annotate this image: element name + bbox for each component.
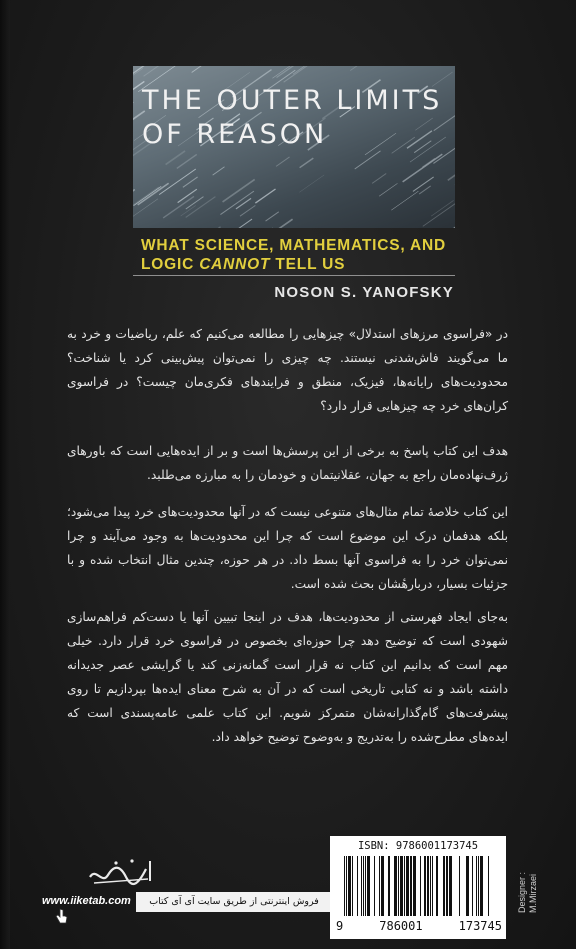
book-title (142, 84, 442, 152)
blurb-paragraph: این کتاب خلاصهٔ تمام مثال‌های متنوعی نیست که در آنها محدودیت‌های خرد پیدا می‌شود؛ بلکه هدفمان درک این موضوع است که چرا این محدودیت‌ها به وجود می‌آیند و چرا نمی‌توان خرد را به فراسوی آنها بسط داد. در هر حوزه، چندین مثال انتخاب شده و با جزئیات بسیار، دربارهٔشان بحث شده است. (67, 505, 508, 591)
title-line-2: OF REASON (142, 119, 328, 150)
designer-name: M.Mirzaei (528, 873, 538, 913)
online-sale-banner: فروش اینترنتی از طریق سایت آی آی کتاب (136, 892, 332, 912)
blurb-paragraph: به‌جای ایجاد فهرستی از محدودیت‌ها، هدف در اینجا تبیین آنها یا دست‌کم فراهم‌سازی شهودی است که توضیح دهد چرا حوزه‌ای بخصوص در فراسوی خرد قرار دارد. خیلی مهم است که بدانیم این کتاب نه قرار است گمانه‌زنی کند یا گرایشی عصر جدیدانه داشته باشد و نه کتابی تاریخی است که در آن به شرح معنای ایده‌ها بپردازیم تا روی پیشرفت‌های گام‌گذارانه‌شان متمرکز شویم. این کتاب علمی عامه‌پسندی است که ایده‌های مطرح‌شده را به‌تدریج و به‌وضوح توضیح خواهد داد. (67, 610, 508, 744)
blurb-paragraph: هدف این کتاب پاسخ به برخی از این پرسش‌ها است و بر از ایده‌هایی است که باورهای ژرف‌نهاده‌مان راجع به جهان، عقلانیتمان و خودمان را به مبارزه می‌طلبد. (67, 444, 508, 482)
barcode-digit-group: 173745 (458, 919, 502, 933)
barcode-digit-group: 786001 (379, 919, 423, 933)
divider (133, 275, 455, 276)
blurb-paragraph: در «فراسوی مرزهای استدلال» چیزهایی را مطالعه می‌کنیم که علم، ریاضیات و خرد به ما می‌گویند فاش‌شدنی نیستند. چه چیزی را نمی‌توان پیش‌بینی کرد یا شناخت؟ محدودیت‌های رایانه‌ها، فیزیک، منطق و فرایندهای فکری‌مان چیست؟ در فراسوی کران‌های خرد چه چیزهایی قرار دارد؟ (67, 327, 508, 413)
barcode-panel (330, 836, 506, 939)
publisher-logo (86, 855, 156, 891)
subtitle-line-1: WHAT SCIENCE, MATHEMATICS, AND (141, 237, 446, 254)
title-line-1: THE OUTER LIMITS (142, 85, 443, 116)
website-row (42, 892, 332, 914)
barcode-digit-group: 9 (336, 919, 344, 933)
subtitle-part: LOGIC (141, 256, 200, 273)
subtitle-line-2 (141, 255, 446, 274)
book-subtitle (141, 236, 446, 274)
author-name: NOSON S. YANOFSKY (274, 284, 454, 301)
spine-edge (0, 0, 10, 949)
barcode-number (336, 919, 502, 933)
designer-label: Designer : (517, 871, 527, 913)
isbn-text: ISBN: 9786001173745 (357, 840, 479, 852)
website-link[interactable]: www.iiketab.com (42, 895, 131, 907)
hand-pointer-icon (55, 908, 69, 926)
barcode-graphic (340, 856, 496, 918)
designer-credit (517, 867, 547, 913)
subtitle-part: TELL US (270, 256, 346, 273)
subtitle-emphasis: CANNOT (199, 256, 271, 273)
